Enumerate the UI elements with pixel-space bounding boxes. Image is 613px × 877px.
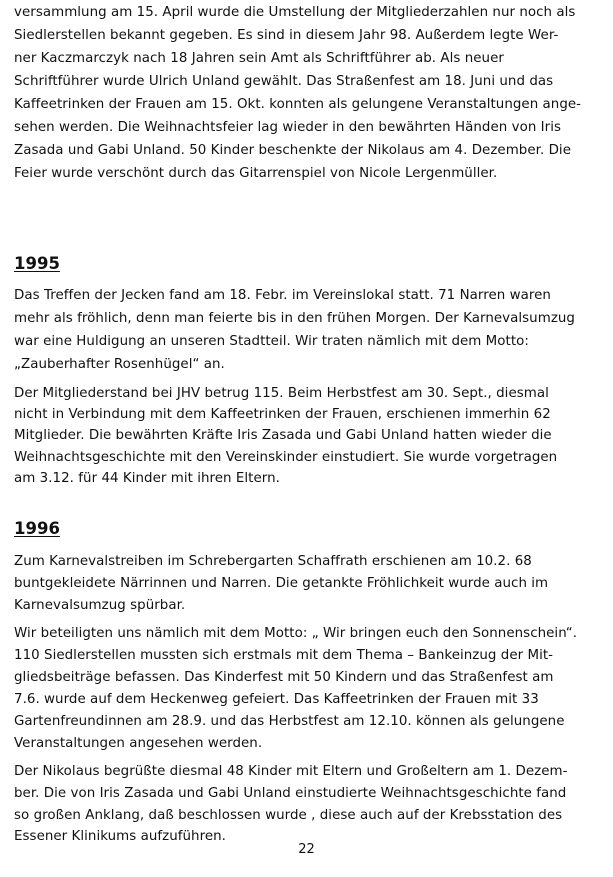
page-number: 22 (298, 842, 315, 857)
text-line: gliedsbeiträge befassen. Das Kinderfest mit 50 Kindern und das Straßenfest am (14, 670, 554, 685)
text-line: „Zauberhafter Rosenhügel“ an. (14, 357, 225, 372)
text-line: Kaffeetrinken der Frauen am 15. Okt. konnten als gelungene Veranstaltungen ange- (14, 97, 582, 112)
text-line: so großen Anklang, daß beschlossen wurde , diese auch auf der Krebsstation des (14, 808, 563, 823)
text-line: Zum Karnevalstreiben im Schrebergarten Schaffrath erschienen am 10.2. 68 (14, 554, 532, 569)
text-line: Zasada und Gabi Unland. 50 Kinder beschenkte der Nikolaus am 4. Dezember. Die (14, 143, 571, 158)
text-line: Das Treffen der Jecken fand am 18. Febr. im Vereinslokal statt. 71 Narren waren (14, 288, 551, 303)
text-line: Veranstaltungen angesehen werden. (14, 736, 263, 751)
text-line: 7.6. wurde auf dem Heckenweg gefeiert. Das Kaffeetrinken der Frauen mit 33 (14, 692, 539, 707)
text-line: am 3.12. für 44 Kinder mit ihren Eltern. (14, 471, 280, 486)
text-line: Weihnachtsgeschichte mit den Vereinskinder einstudiert. Sie wurde vorgetragen (14, 450, 558, 465)
text-line: Karnevalsumzug spürbar. (14, 598, 186, 613)
text-line: Schriftführer wurde Ulrich Unland gewählt. Das Straßenfest am 18. Juni und das (14, 74, 554, 89)
text-line: Siedlerstellen bekannt gegeben. Es sind in diesem Jahr 98. Außerdem legte Wer- (14, 28, 559, 43)
text-line: Gartenfreundinnen am 28.9. und das Herbstfest am 12.10. können als gelungene (14, 714, 565, 729)
text-line: Mitglieder. Die bewährten Kräfte Iris Zasada und Gabi Unland hatten wieder die (14, 428, 552, 443)
text-line: Der Nikolaus begrüßte diesmal 48 Kinder mit Eltern und Großeltern am 1. Dezem- (14, 764, 568, 779)
text-line: Wir beteiligten uns nämlich mit dem Motto: „ Wir bringen euch den Sonnenschein“. (14, 626, 578, 641)
text-line: 110 Siedlerstellen mussten sich erstmals mit dem Thema – Bankeinzug der Mit- (14, 648, 554, 663)
text-line: ner Kaczmarczyk nach 18 Jahren sein Amt als Schriftführer ab. Als neuer (14, 51, 504, 66)
section-heading: 1996 (14, 519, 60, 538)
text-line: versammlung am 15. April wurde die Umstellung der Mitgliederzahlen nur noch als (14, 5, 576, 20)
text-line: sehen werden. Die Weihnachtsfeier lag wieder in den bewährten Händen von Iris (14, 120, 562, 135)
text-line: Der Mitgliederstand bei JHV betrug 115. Beim Herbstfest am 30. Sept., diesmal (14, 386, 549, 401)
section-heading: 1995 (14, 254, 60, 273)
text-line: mehr als fröhlich, denn man feierte bis in den frühen Morgen. Der Karnevalsumzug (14, 311, 575, 326)
text-line: Feier wurde verschönt durch das Gitarrenspiel von Nicole Lergenmüller. (14, 166, 498, 181)
text-line: nicht in Verbindung mit dem Kaffeetrinken der Frauen, erschienen immerhin 62 (14, 407, 551, 422)
text-line: Essener Klinikums aufzuführen. (14, 829, 226, 844)
text-line: buntgekleidete Närrinnen und Narren. Die getankte Fröhlichkeit wurde auch im (14, 576, 549, 591)
text-line: war eine Huldigung an unseren Stadtteil. Wir traten nämlich mit dem Motto: (14, 334, 529, 349)
text-line: ber. Die von Iris Zasada und Gabi Unland einstudierte Weihnachtsgeschichte fand (14, 786, 567, 801)
